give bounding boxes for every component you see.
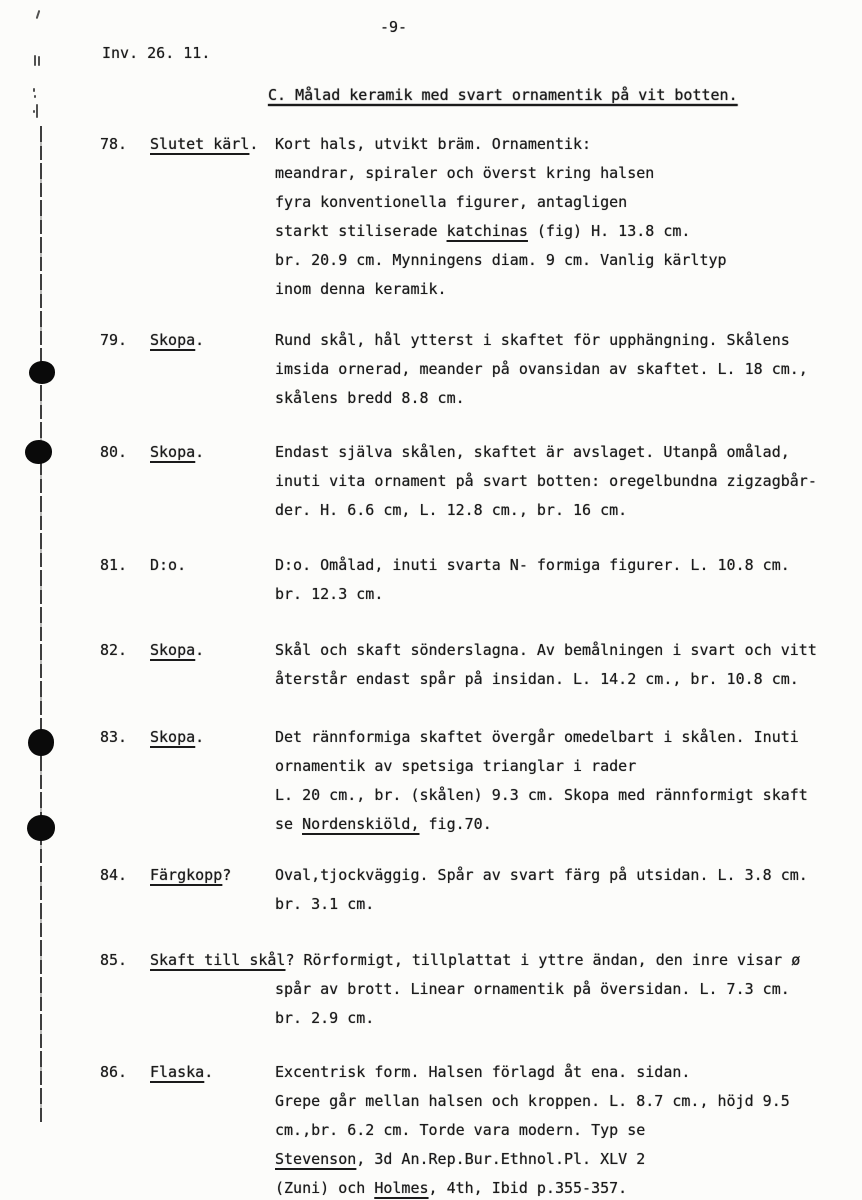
entry-description [275, 438, 848, 525]
scan-mark [38, 56, 40, 66]
entry-term: Flaska. [150, 1063, 214, 1081]
description-line: skålens bredd 8.8 cm. [275, 389, 465, 407]
entry-term: Skopa. [150, 443, 205, 461]
entry-number: 82. [100, 641, 128, 659]
description-line: br. 2.9 cm. [275, 1009, 375, 1027]
description-line: Skaft till skål? Rörformigt, tillplattat i yttre ändan, den inre visar ø [150, 951, 801, 969]
description-line: inom denna keramik. [275, 280, 447, 298]
entry-description [275, 636, 848, 694]
description-line: Kort hals, utvikt bräm. Ornamentik: [275, 135, 592, 153]
description-line: Skål och skaft sönderslagna. Av bemålningen i svart och vitt [275, 641, 817, 659]
scan-mark [34, 55, 36, 66]
binder-hole [27, 815, 55, 841]
description-line: Det rännformiga skaftet övergår omedelbart i skålen. Inuti [275, 728, 799, 746]
description-line: meandrar, spiraler och överst kring halsen [275, 164, 655, 182]
description-line: br. 20.9 cm. Mynningens diam. 9 cm. Vanlig kärltyp [275, 251, 727, 269]
entry-description [275, 723, 848, 839]
entry-number: 83. [100, 728, 128, 746]
description-line: D:o. Omålad, inuti svarta N- formiga figurer. L. 10.8 cm. [275, 556, 790, 574]
description-line: (Zuni) och Holmes, 4th, Ibid p.355-357. [275, 1179, 628, 1197]
entry-description [150, 946, 848, 1033]
inventory-number: Inv. 26. 11. [102, 44, 211, 62]
binder-hole [28, 729, 54, 756]
entry-number: 86. [100, 1063, 128, 1081]
entry-term: Skopa. [150, 331, 205, 349]
description-line: Excentrisk form. Halsen förlagd åt ena. sidan. [275, 1063, 691, 1081]
section-heading: C. Målad keramik med svart ornamentik på vit botten. [268, 86, 738, 104]
entry-number: 81. [100, 556, 128, 574]
entry-term: Slutet kärl. [150, 135, 259, 153]
description-line: se Nordenskiöld, fig.70. [275, 815, 492, 833]
entry-description [275, 326, 848, 413]
description-line: Endast själva skålen, skaftet är avslaget. Utanpå omålad, [275, 443, 790, 461]
entry-number: 80. [100, 443, 128, 461]
scan-mark [33, 110, 35, 113]
description-line: cm.,br. 6.2 cm. Torde vara modern. Typ se [275, 1121, 646, 1139]
scan-mark [33, 88, 35, 92]
binder-hole [25, 440, 52, 464]
scan-mark [34, 95, 36, 98]
entry-number: 78. [100, 135, 128, 153]
description-line: imsida ornerad, meander på ovansidan av skaftet. L. 18 cm., [275, 360, 808, 378]
entry-term: Färgkopp? [150, 866, 232, 884]
entry-description [275, 1058, 848, 1200]
margin-line [40, 126, 42, 1125]
binder-hole [29, 361, 55, 384]
description-line: der. H. 6.6 cm, L. 12.8 cm., br. 16 cm. [275, 501, 628, 519]
entry-number: 79. [100, 331, 128, 349]
description-line: spår av brott. Linear ornamentik på översidan. L. 7.3 cm. [275, 980, 790, 998]
description-line: Oval,tjockväggig. Spår av svart färg på utsidan. L. 3.8 cm. [275, 866, 808, 884]
description-line: återstår endast spår på insidan. L. 14.2 cm., br. 10.8 cm. [275, 670, 799, 688]
entry-term: Skopa. [150, 728, 205, 746]
entry-term: D:o. [150, 556, 187, 574]
description-line: br. 12.3 cm. [275, 585, 384, 603]
scan-mark [36, 10, 41, 19]
description-line: starkt stiliserade katchinas (fig) H. 13.8 cm. [275, 222, 691, 240]
page-number: -9- [380, 18, 408, 36]
scan-mark [36, 104, 38, 118]
description-line: L. 20 cm., br. (skålen) 9.3 cm. Skopa med rännformigt skaft [275, 786, 808, 804]
description-line: br. 3.1 cm. [275, 895, 375, 913]
description-line: Grepe går mellan halsen och kroppen. L. 8.7 cm., höjd 9.5 [275, 1092, 790, 1110]
description-line: ornamentik av spetsiga trianglar i rader [275, 757, 637, 775]
description-line: Stevenson, 3d An.Rep.Bur.Ethnol.Pl. XLV 2 [275, 1150, 646, 1168]
description-line: fyra konventionella figurer, antagligen [275, 193, 628, 211]
entry-number: 84. [100, 866, 128, 884]
entry-description [275, 130, 848, 304]
entry-number: 85. [100, 951, 128, 969]
entry-description [275, 861, 848, 919]
entry-description [275, 551, 848, 609]
description-line: Rund skål, hål ytterst i skaftet för upphängning. Skålens [275, 331, 790, 349]
entry-term: Skopa. [150, 641, 205, 659]
description-line: inuti vita ornament på svart botten: oregelbundna zigzagbår- [275, 472, 817, 490]
